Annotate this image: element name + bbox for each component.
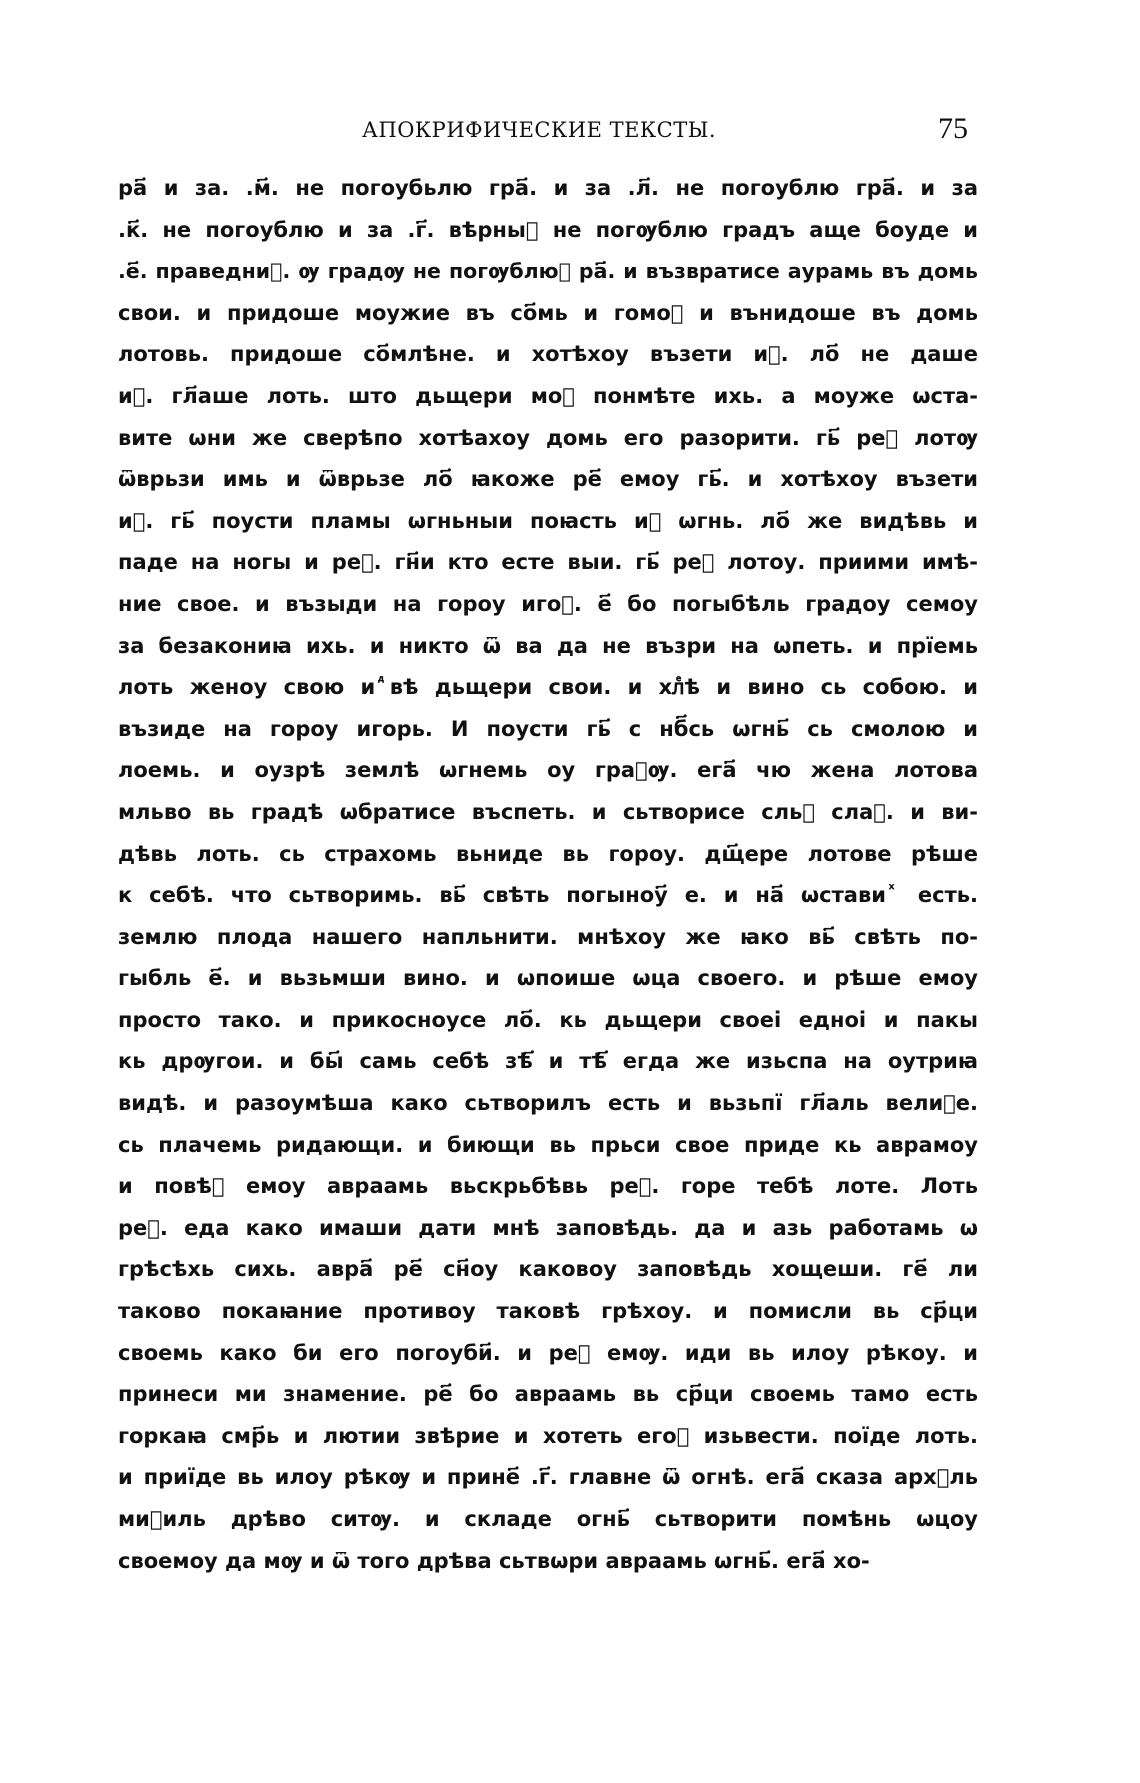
text-line: паде на ногы и реⷱ. гн҃и кто есте выи. гь҃ реⷱ лотоу. приими имѣ-	[118, 550, 978, 575]
text-line: дѣвь лоть. сь страхомь вьниде вь гороу. дщ҃ере лотове рѣше	[118, 841, 978, 866]
running-title: АПОКРИФИЧЕСКИЕ ТЕКСТЫ.	[362, 118, 717, 142]
text-body	[118, 168, 978, 1582]
text-line: миⷯиль дрѣво ситѹ. и складе огнь҃ сьтворити помѣнь ѡцоу	[118, 1507, 978, 1531]
text-line: свои. и придоше моужие въ со҃мь и гомоⷬ и вънидоше въ домь	[118, 300, 978, 325]
text-line: гыбль е҃. и вьзьмши вино. и ѡпоише ѡца своего. и рѣше емоу	[118, 966, 978, 991]
text-line: иⷯ. гл҃аше лоть. што дьщери моⷪ понмѣте ихь. а моуже ѡста-	[118, 383, 978, 408]
text-line: ѿврьзи имь и ѿврьзе ло҃ ꙗкоже ре҃ емоу гь҃. и хотѣхоу възети	[118, 467, 978, 492]
text-line: за безакониꙗ ихь. и никто ѿ ва да не възри на ѡпеть. и прїемь	[118, 633, 978, 658]
text-line: своемь како би его погоуби҃. и реⷱ емѹ. иди вь илоу рѣкоу. и	[118, 1340, 978, 1365]
text-line: мльво вь градѣ ѡбратисе въспеть. и сьтворисе сльⷫ слаⷩ. и ви-	[118, 799, 978, 824]
text-line: ра҃ и за. .м҃. не погоубьлю гра҃. и за .л҃. не погоублю гра҃. и за	[118, 176, 978, 200]
text-line: грѣсѣхь сихь. авра҃ ре҃ сн҃оу каковоу заповѣдь хощеши. ге҃ ли	[118, 1257, 978, 1282]
text-line: лотовь. придоше со҃млѣне. и хотѣхоу възети иⷯ. ло҃ не даше	[118, 342, 978, 367]
text-line: принеси ми знамение. ре҃ бо авраамь вь ср҃ци своемь тамо есть	[118, 1382, 978, 1407]
text-line: и приїде вь илоу рѣкѹ и прине҃ .г҃. главне ѿ огнѣ. ега҃ сказа архⷬль	[118, 1465, 978, 1490]
text-line: .е҃. праведниⷦ. ѹ градѹ не погѹблюⷢ ра҃. и възвратисе аурамь въ домь	[118, 259, 978, 284]
text-line: горкаꙗ смр҃ь и лютии звѣрие и хотеть егоⷪ изьвести. поїде лоть.	[118, 1423, 978, 1448]
text-line: своемоу да мѹ и ѿ того дрѣва сьтвѡри авраамь ѡгнь҃. ега҃ хо-	[118, 1548, 870, 1573]
text-line: землю плода нашего напльнити. мнѣхоу же ꙗко вь҃ свѣть по-	[118, 924, 978, 949]
text-line: лоемь. и оузрѣ землѣ ѡгнемь оу граⷣѹ. ега҃ чю жена лотова	[118, 758, 978, 783]
text-line: видѣ. и разоумѣша како сьтворилъ есть и вьзьпї гл҃аль велиⷷе.	[118, 1091, 978, 1116]
text-line: реⷱ. еда како имаши дати мнѣ заповѣдь. да и азь работамь ѡ	[118, 1215, 978, 1240]
text-line: възиде на гороу игорь. И поусти гь҃ с нб҃сь ѡгнь҃ сь смолою и	[118, 716, 978, 741]
text-line: и повѣⷭ емоу авраамь вьскрьбѣвь реⷱ. горе тебѣ лоте. Лоть	[118, 1174, 978, 1199]
text-line: ние свое. и възыди на гороу игоⷬ. е҃ бо погыбѣль градоу семоу	[118, 591, 978, 616]
text-line: сь плачемь ридающи. и биющи вь прьси свое приде кь аврамоу	[118, 1132, 978, 1157]
text-line: лоть женоу свою и ⷣвѣ дьщери свои. и хлⷷѣ и вино сь собою. и	[118, 675, 978, 700]
text-line: вите ѡни же сверѣпо хотѣахоу домь его разорити. гь҃ реⷱ лотѹ	[118, 425, 978, 450]
text-line: к себѣ. что сьтворимь. вь҃ свѣть погыноу҃ е. и на҃ ѡстави ⷯ есть.	[118, 883, 978, 908]
text-line: просто тако. и прикосноусе ло҃. кь дьщери своеі едноі и пакы	[118, 1007, 978, 1032]
text-line: таково покаꙗние противоу таковѣ грѣхоу. и помисли вь ср҃ци	[118, 1299, 978, 1324]
page-number: 75	[938, 112, 968, 145]
text-line: иⷯ. гь҃ поусти пламы ѡгньныи поꙗсть иⷯ ѡгнь. ло҃ же видѣвь и	[118, 508, 978, 533]
text-line: кь дрѹгои. и бы҃ самь себѣ зѣ҃ и тѣ҃ егда же изьспа на оутриꙗ	[118, 1049, 978, 1074]
text-line: .к҃. не погоублю и за .г҃. вѣрныⷯ не погѹблю градъ аще боуде и	[118, 217, 978, 242]
